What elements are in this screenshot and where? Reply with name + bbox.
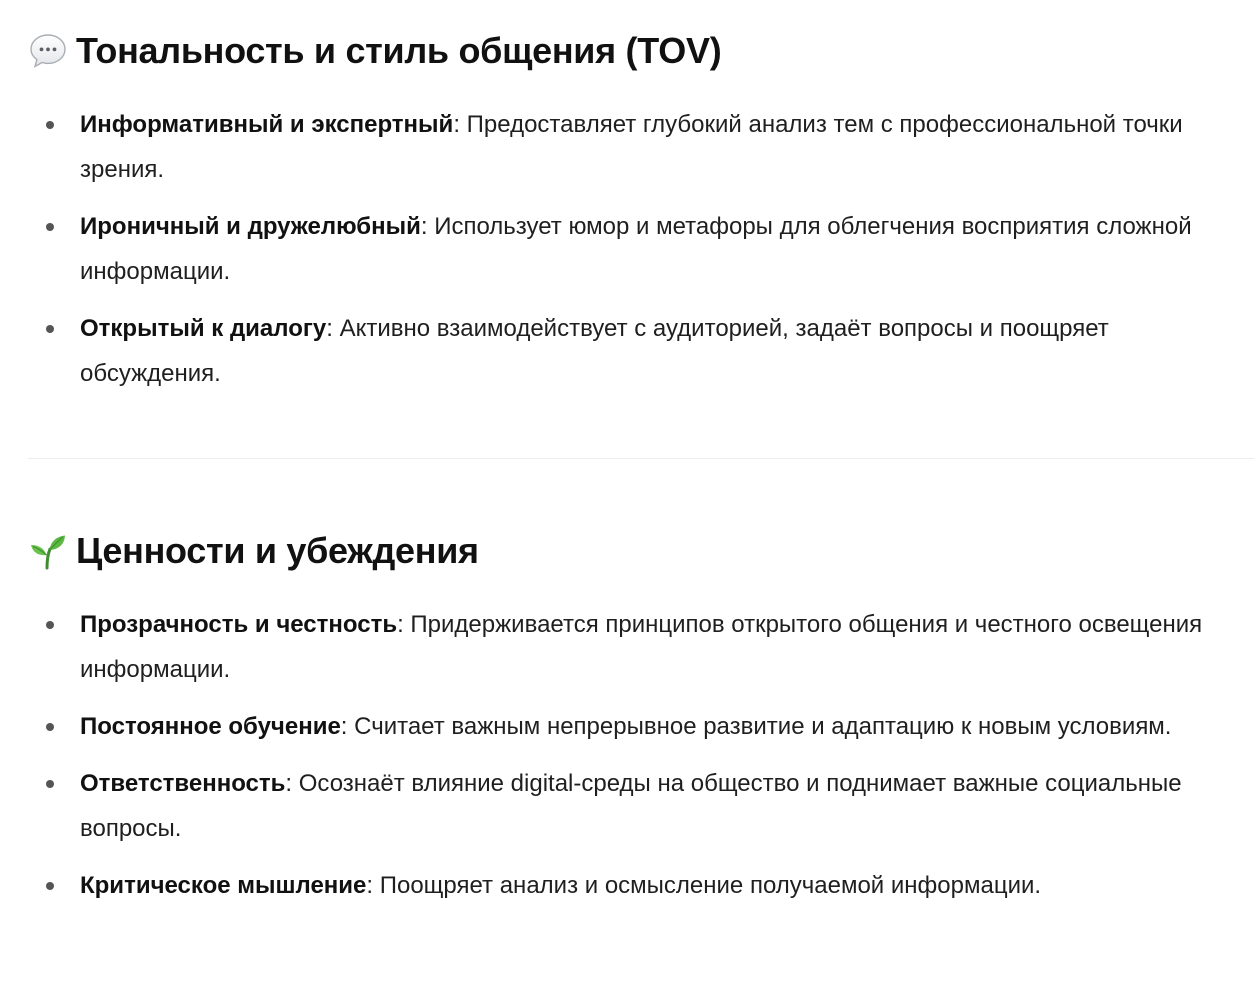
list-item	[28, 704, 1228, 749]
item-term: Постоянное обучение	[80, 713, 341, 740]
item-text: Считает важным непрерывное развитие и адаптацию к новым условиям.	[354, 713, 1172, 740]
bullet-dot	[46, 882, 54, 890]
section-title: Ценности и убеждения	[76, 530, 479, 571]
item-term: Ироничный и дружелюбный	[80, 213, 421, 240]
bullet-list	[28, 102, 1228, 408]
item-separator: :	[285, 770, 299, 797]
section-values	[28, 528, 1228, 899]
bullet-dot	[46, 325, 54, 333]
list-item	[28, 306, 1228, 396]
section-title: Тональность и стиль общения (TOV)	[76, 30, 722, 71]
section-tov	[28, 28, 1228, 387]
item-term: Информативный и экспертный	[80, 111, 454, 138]
section-heading	[28, 528, 1228, 574]
item-term: Прозрачность и честность	[80, 611, 398, 638]
item-separator: :	[397, 611, 411, 638]
item-separator: :	[326, 315, 340, 342]
item-separator: :	[366, 872, 380, 899]
item-text: Поощряет анализ и осмысление получаемой информации.	[379, 872, 1042, 899]
item-term: Критическое мышление	[80, 872, 367, 899]
item-text: Осознаёт влияние digital-среды на общество и поднимает важные социальные вопросы.	[80, 770, 1182, 842]
bullet-dot	[46, 223, 54, 231]
bullet-dot	[46, 121, 54, 129]
section-heading	[28, 28, 1228, 74]
item-separator: :	[340, 713, 355, 740]
section-divider	[28, 458, 1254, 459]
list-item	[28, 204, 1228, 294]
item-separator: :	[453, 111, 467, 138]
bullet-dot	[46, 723, 54, 731]
bullet-dot	[46, 780, 54, 788]
item-text: Предоставляет глубокий анализ тем с профессиональной точки зрения.	[80, 111, 1183, 183]
item-text: Использует юмор и метафоры для облегчения восприятия сложной информации.	[80, 213, 1192, 285]
list-item	[28, 863, 1228, 908]
item-text: Активно взаимодействует с аудиторией, задаёт вопросы и поощряет обсуждения.	[80, 315, 1109, 387]
speech-bubble-icon	[28, 31, 68, 71]
item-text: Придерживается принципов открытого общения и честного освещения информации.	[80, 611, 1203, 683]
item-separator: :	[420, 213, 435, 240]
list-item	[28, 602, 1228, 692]
bullet-dot	[46, 621, 54, 629]
bullet-list	[28, 602, 1228, 920]
list-item	[28, 102, 1228, 192]
seedling-icon	[28, 531, 68, 571]
list-item	[28, 761, 1228, 851]
item-term: Ответственность	[80, 770, 286, 797]
item-term: Открытый к диалогу	[80, 315, 327, 342]
